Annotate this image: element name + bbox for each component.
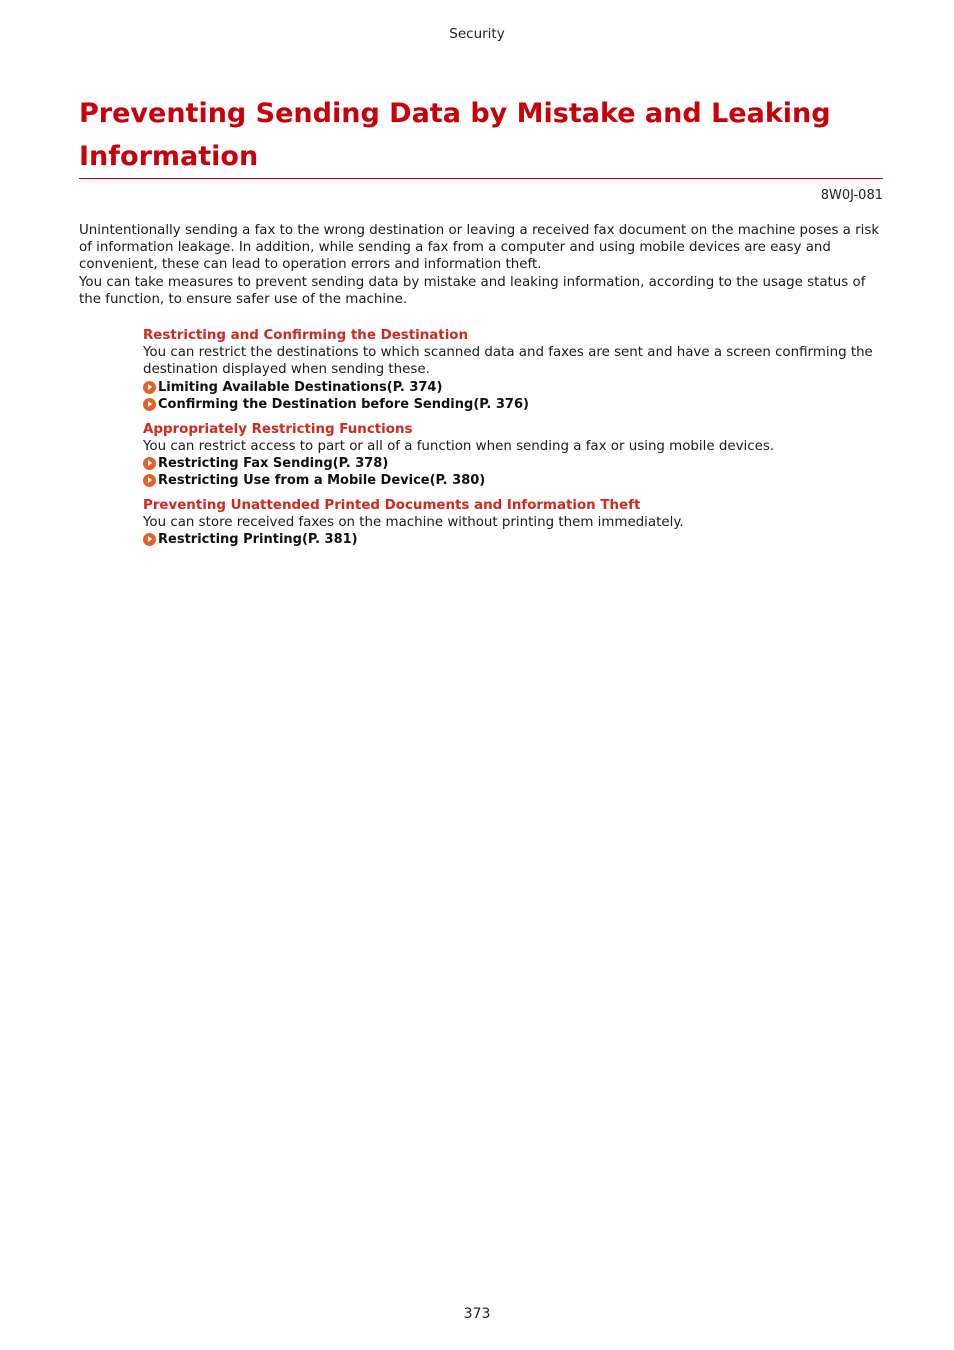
running-header: Security xyxy=(449,26,505,42)
circle-arrow-right-icon xyxy=(143,474,156,487)
circle-arrow-right-icon xyxy=(143,381,156,394)
circle-arrow-right-icon xyxy=(143,398,156,411)
section-heading: Restricting and Confirming the Destination xyxy=(143,328,469,343)
link-limiting-available-destinations[interactable] xyxy=(143,379,885,396)
section-heading: Appropriately Restricting Functions xyxy=(143,421,413,437)
page-title: Preventing Sending Data by Mistake and Leaking Information xyxy=(79,98,831,172)
section-restricting-functions xyxy=(143,421,885,490)
document-code: 8W0J-081 xyxy=(820,188,883,203)
link-restricting-printing[interactable] xyxy=(143,531,885,548)
link-label: Confirming the Destination before Sending(P. 376) xyxy=(158,396,529,412)
circle-arrow-right-icon xyxy=(143,457,156,470)
section-description: You can store received faxes on the machine without printing them immediately. xyxy=(143,515,684,531)
link-label: Limiting Available Destinations(P. 374) xyxy=(158,379,443,395)
section-unattended-documents xyxy=(143,497,885,549)
intro-text xyxy=(79,222,885,308)
title-divider xyxy=(79,178,883,179)
section-destination xyxy=(143,327,885,413)
link-label: Restricting Fax Sending(P. 378) xyxy=(158,455,389,471)
intro-paragraph: You can take measures to prevent sending data by mistake and leaking information, according to the usage status of the function, to ensure safer use of the machine. xyxy=(79,274,866,307)
section-description: You can restrict the destinations to which scanned data and faxes are sent and have a screen confirming the destination displayed when sending these. xyxy=(143,345,873,378)
topic-sections xyxy=(143,327,885,556)
link-restricting-mobile-device[interactable] xyxy=(143,472,885,489)
page-number: 373 xyxy=(463,1306,491,1322)
link-restricting-fax-sending[interactable] xyxy=(143,455,885,472)
intro-paragraph: Unintentionally sending a fax to the wrong destination or leaving a received fax document on the machine poses a risk of information leakage. In addition, while sending a fax from a computer and using mobile devices are easy and convenient, these can lead to operation errors and information theft. xyxy=(79,223,880,273)
link-confirming-destination[interactable] xyxy=(143,396,885,413)
section-description: You can restrict access to part or all of a function when sending a fax or using mobile devices. xyxy=(143,438,775,454)
link-label: Restricting Printing(P. 381) xyxy=(158,532,358,548)
circle-arrow-right-icon xyxy=(143,533,156,546)
link-label: Restricting Use from a Mobile Device(P. 380) xyxy=(158,473,486,489)
section-heading: Preventing Unattended Printed Documents and Information Theft xyxy=(143,497,641,513)
